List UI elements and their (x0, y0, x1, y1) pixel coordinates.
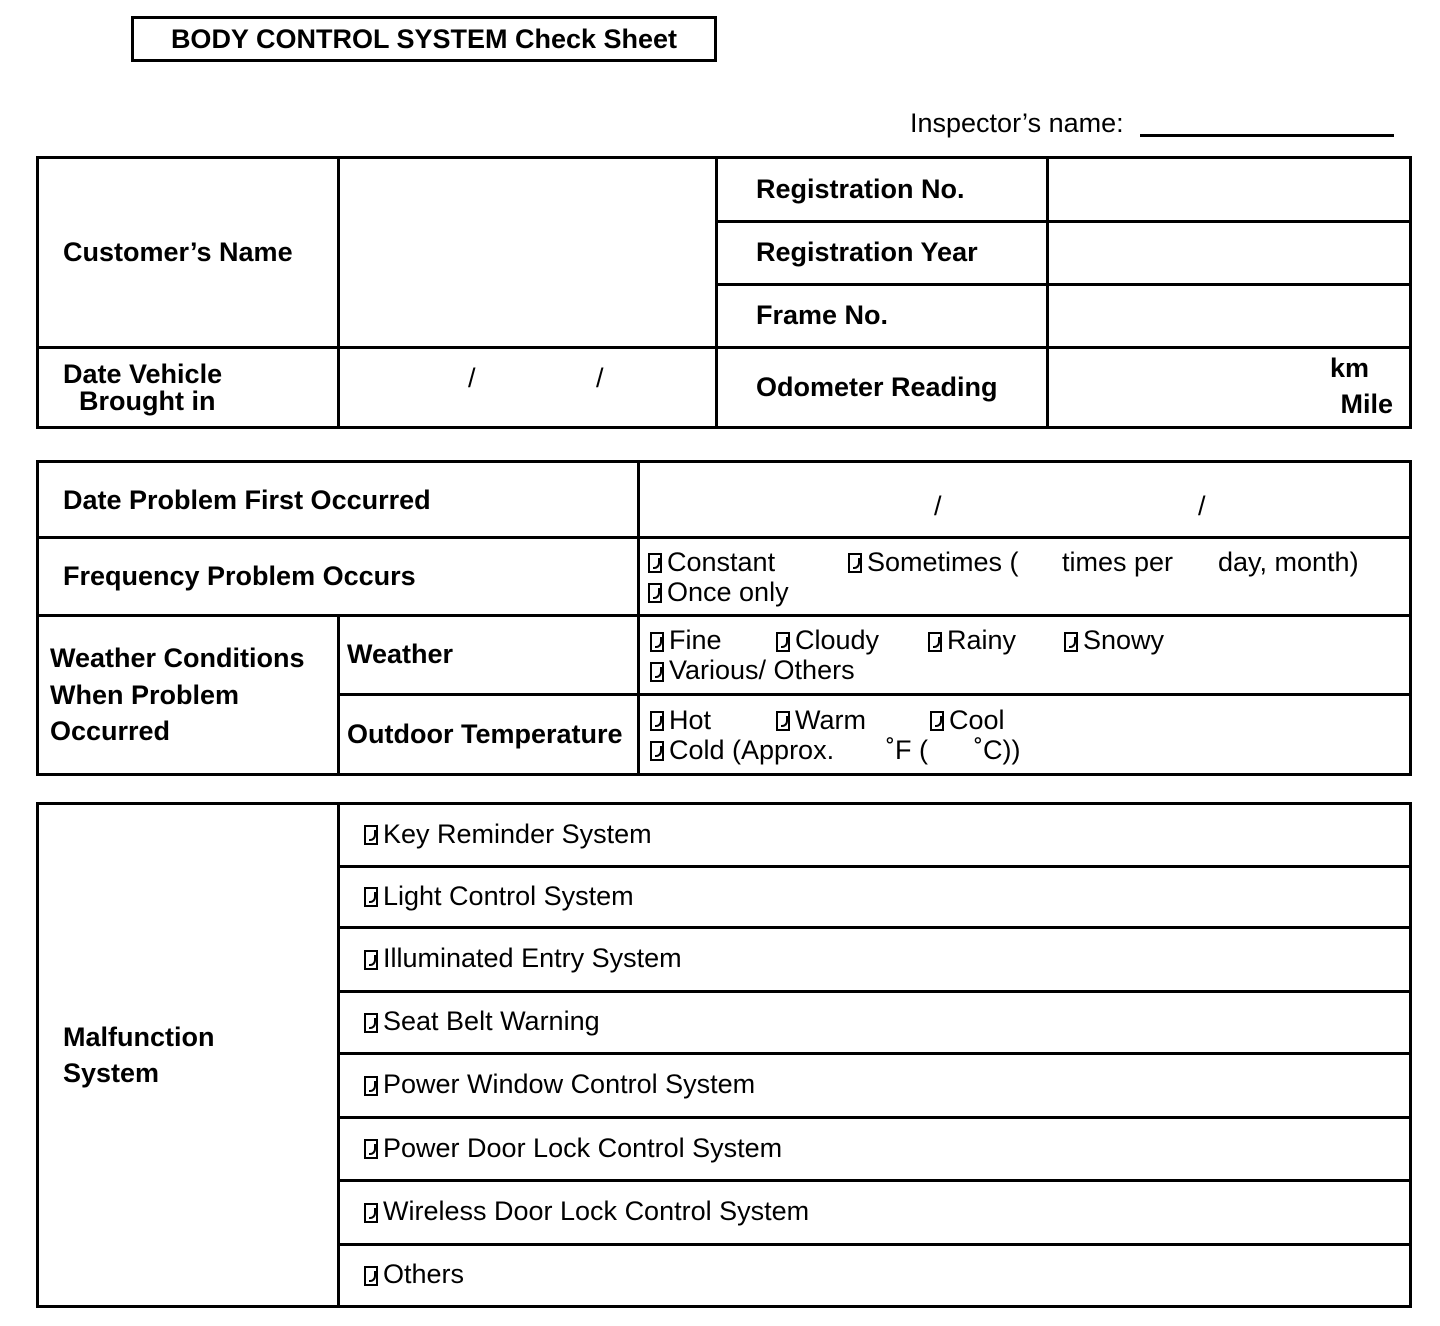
frequency-options (639, 538, 1411, 616)
checkbox-icon[interactable] (1064, 632, 1078, 652)
date-separator: / (596, 363, 604, 393)
weather-conditions-label: Weather Conditions When Problem Occurred (38, 616, 339, 775)
frame-no-field[interactable] (1048, 285, 1411, 348)
unit-km: km (1329, 353, 1369, 383)
fahrenheit-text: ˚F ( (886, 734, 928, 765)
date-first-occurred-field[interactable] (639, 462, 1411, 538)
checkbox-icon[interactable] (650, 662, 664, 682)
system-item[interactable]: Illuminated Entry System (339, 928, 1411, 992)
option-constant[interactable]: Constant (648, 547, 775, 578)
system-item[interactable]: Seat Belt Warning (339, 992, 1411, 1054)
option-warm[interactable]: Warm (776, 705, 866, 736)
option-rainy[interactable]: Rainy (928, 625, 1016, 656)
inspector-label: Inspector’s name: (910, 108, 1124, 138)
malfunction-table (36, 802, 1412, 1308)
frame-no-label: Frame No. (717, 285, 1048, 348)
checkbox-icon[interactable] (364, 1203, 378, 1223)
malfunction-system-label: Malfunction System (38, 804, 339, 1307)
problem-info-table (36, 460, 1412, 776)
date-brought-field[interactable] (339, 348, 717, 428)
option-hot[interactable]: Hot (650, 705, 711, 736)
date-first-occurred-label: Date Problem First Occurred (38, 462, 639, 538)
checkbox-icon[interactable] (364, 1013, 378, 1033)
checkbox-icon[interactable] (364, 1076, 378, 1096)
system-item[interactable]: Power Door Lock Control System (339, 1118, 1411, 1181)
date-separator: / (468, 363, 476, 393)
checkbox-icon[interactable] (648, 553, 662, 573)
weather-label: Weather (339, 616, 639, 695)
checkbox-icon[interactable] (364, 1139, 378, 1159)
checkbox-icon[interactable] (364, 1266, 378, 1286)
option-fine[interactable]: Fine (650, 625, 722, 656)
option-sometimes[interactable]: Sometimes ( (848, 547, 1019, 578)
registration-no-label: Registration No. (717, 158, 1048, 222)
date-separator: / (1198, 491, 1206, 521)
registration-year-field[interactable] (1048, 222, 1411, 285)
customer-name-label: Customer’s Name (38, 158, 339, 348)
registration-year-label: Registration Year (717, 222, 1048, 285)
option-cool[interactable]: Cool (930, 705, 1005, 736)
odometer-field[interactable] (1048, 348, 1411, 428)
customer-info-table (36, 156, 1412, 429)
title-text: BODY CONTROL SYSTEM Check Sheet (170, 23, 678, 54)
system-item[interactable]: Wireless Door Lock Control System (339, 1181, 1411, 1245)
day-month-text: day, month) (1218, 546, 1359, 577)
frequency-label: Frequency Problem Occurs (38, 538, 639, 616)
date-separator: / (934, 491, 942, 521)
checkbox-icon[interactable] (364, 887, 378, 907)
checkbox-icon[interactable] (364, 825, 378, 845)
checkbox-icon[interactable] (364, 950, 378, 970)
celsius-text: ˚C)) (974, 734, 1021, 765)
option-various-others[interactable]: Various/ Others (650, 655, 855, 686)
option-cold[interactable]: Cold (Approx. (650, 735, 834, 766)
checkbox-icon[interactable] (650, 711, 664, 731)
temperature-options (639, 695, 1411, 775)
date-brought-label: Date Vehicle Brought in (38, 348, 339, 428)
system-item[interactable]: Key Reminder System (339, 804, 1411, 867)
option-snowy[interactable]: Snowy (1064, 625, 1164, 656)
checkbox-icon[interactable] (648, 583, 662, 603)
checkbox-icon[interactable] (776, 632, 790, 652)
page-title (131, 16, 717, 62)
option-cloudy[interactable]: Cloudy (776, 625, 879, 656)
inspector-name-field[interactable] (1140, 134, 1394, 137)
checkbox-icon[interactable] (928, 632, 942, 652)
checkbox-icon[interactable] (650, 741, 664, 761)
checkbox-icon[interactable] (848, 553, 862, 573)
system-item[interactable]: Light Control System (339, 867, 1411, 928)
checkbox-icon[interactable] (776, 711, 790, 731)
unit-mile: Mile (1340, 389, 1393, 419)
customer-name-field[interactable] (339, 158, 717, 348)
weather-options (639, 616, 1411, 695)
times-per-text: times per (1062, 546, 1174, 577)
odometer-label: Odometer Reading (717, 348, 1048, 428)
system-item[interactable]: Power Window Control System (339, 1054, 1411, 1118)
registration-no-field[interactable] (1048, 158, 1411, 222)
checkbox-icon[interactable] (650, 632, 664, 652)
checkbox-icon[interactable] (930, 711, 944, 731)
system-item[interactable]: Others (339, 1245, 1411, 1307)
option-once-only[interactable]: Once only (648, 577, 789, 608)
outdoor-temp-label: Outdoor Temperature (339, 695, 639, 775)
